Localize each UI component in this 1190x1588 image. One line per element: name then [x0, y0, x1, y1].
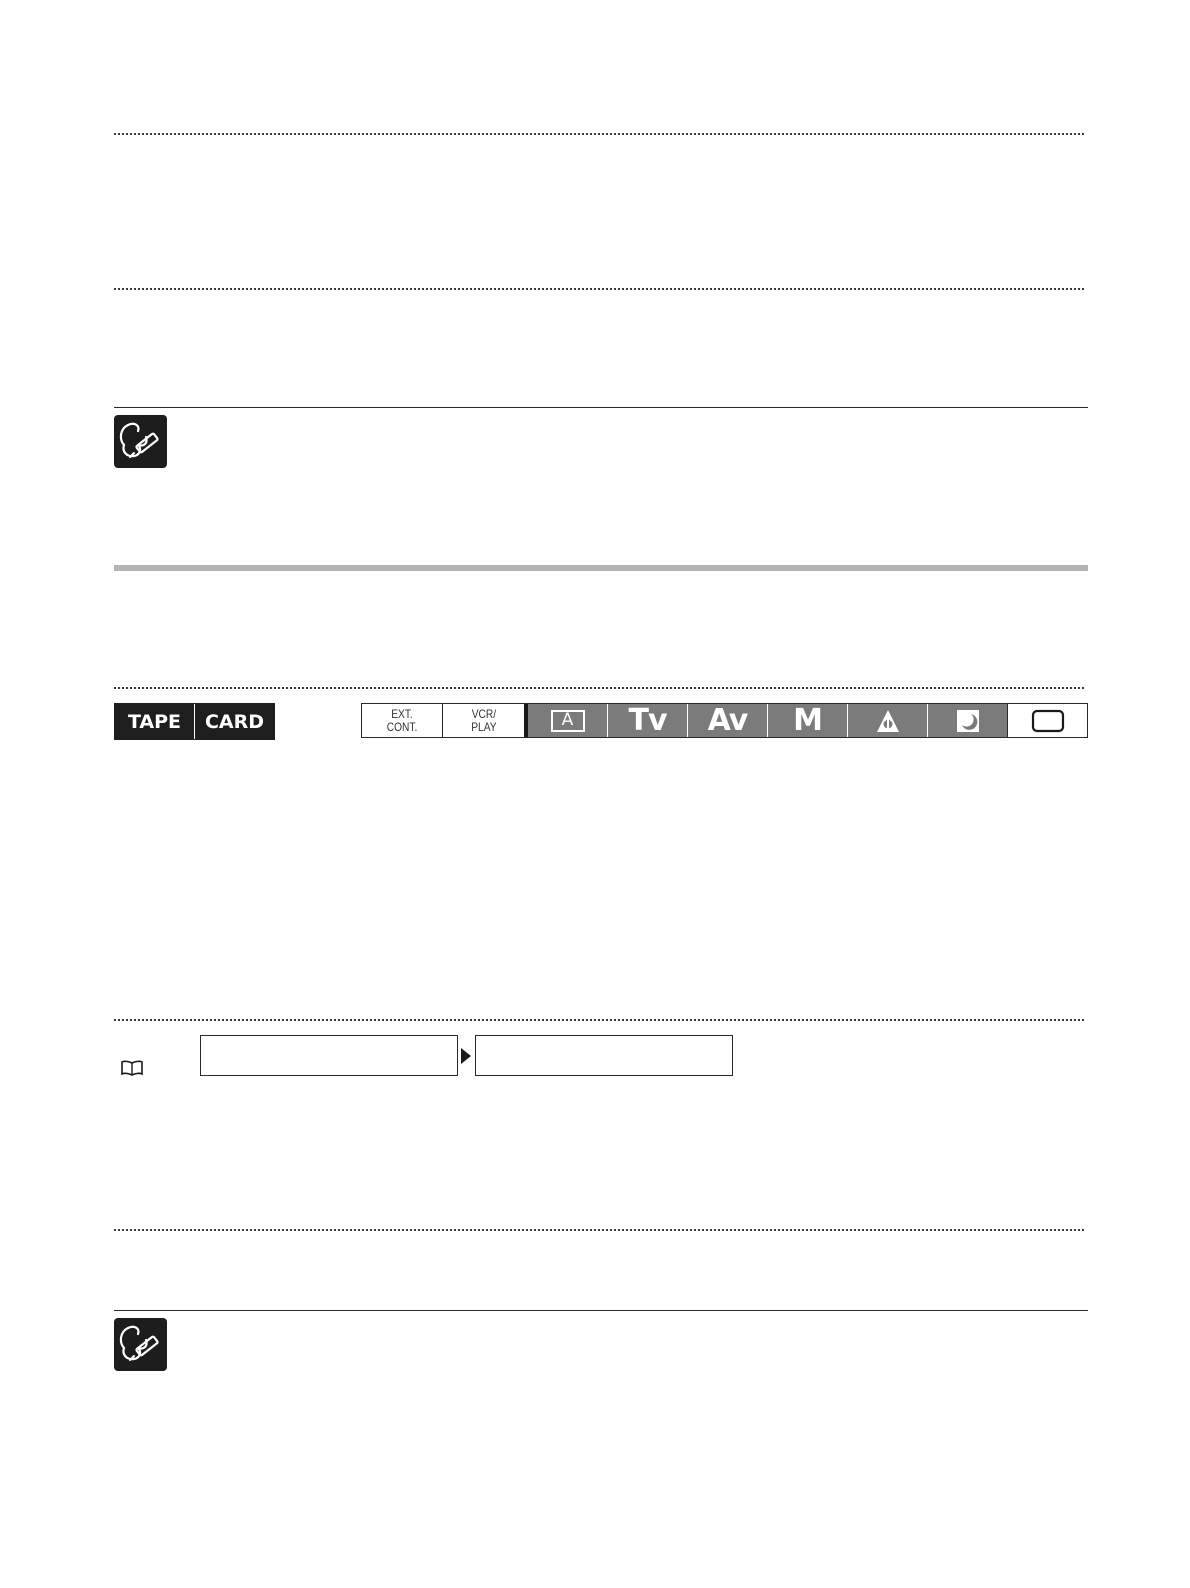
section-divider: [114, 565, 1088, 571]
dotted-divider-2: [114, 288, 1084, 290]
mode-vcr-play: [443, 704, 524, 737]
mode-dial-bar: [361, 703, 1088, 738]
right-arrow-icon: [459, 1046, 473, 1066]
mode-ext-cont: [362, 704, 443, 737]
dotted-divider-1: [114, 133, 1084, 135]
book-icon: [120, 1059, 144, 1077]
card-label: CARD: [194, 704, 274, 739]
note-pencil-icon: [114, 415, 167, 468]
mode-av-label: Av: [707, 703, 748, 738]
mode-m-label: M: [793, 703, 822, 738]
mode-vcr-play-line1: VCR/: [471, 706, 496, 721]
mode-ext-cont-line2: CONT.: [386, 719, 418, 734]
dotted-divider-3: [114, 687, 1084, 689]
mode-m: [767, 704, 847, 737]
auto-mode-label: A: [561, 710, 574, 730]
blank-mode-icon: [1031, 709, 1065, 733]
menu-path-box-2: [475, 1035, 733, 1076]
menu-path-box-1: [200, 1035, 458, 1076]
night-mode-icon: [956, 709, 980, 733]
note-pencil-icon-2: [114, 1318, 167, 1371]
mode-spotlight: [847, 704, 927, 737]
note-rule-1: [114, 407, 1088, 408]
mode-av: [687, 704, 767, 737]
mode-ext-cont-line1: EXT.: [391, 706, 413, 721]
dotted-divider-5: [114, 1229, 1084, 1231]
mode-tv-label: Tv: [628, 703, 667, 738]
mode-tv: [607, 704, 687, 737]
mode-blank: [1007, 704, 1087, 737]
mode-auto: [524, 704, 607, 737]
media-badge: [114, 703, 275, 740]
mode-night: [927, 704, 1007, 737]
auto-mode-icon: [551, 710, 585, 732]
note-rule-2: [114, 1310, 1088, 1311]
spotlight-mode-icon: [875, 708, 901, 734]
dotted-divider-4: [114, 1019, 1084, 1021]
tape-label: TAPE: [127, 710, 182, 733]
mode-vcr-play-line2: PLAY: [470, 719, 497, 734]
